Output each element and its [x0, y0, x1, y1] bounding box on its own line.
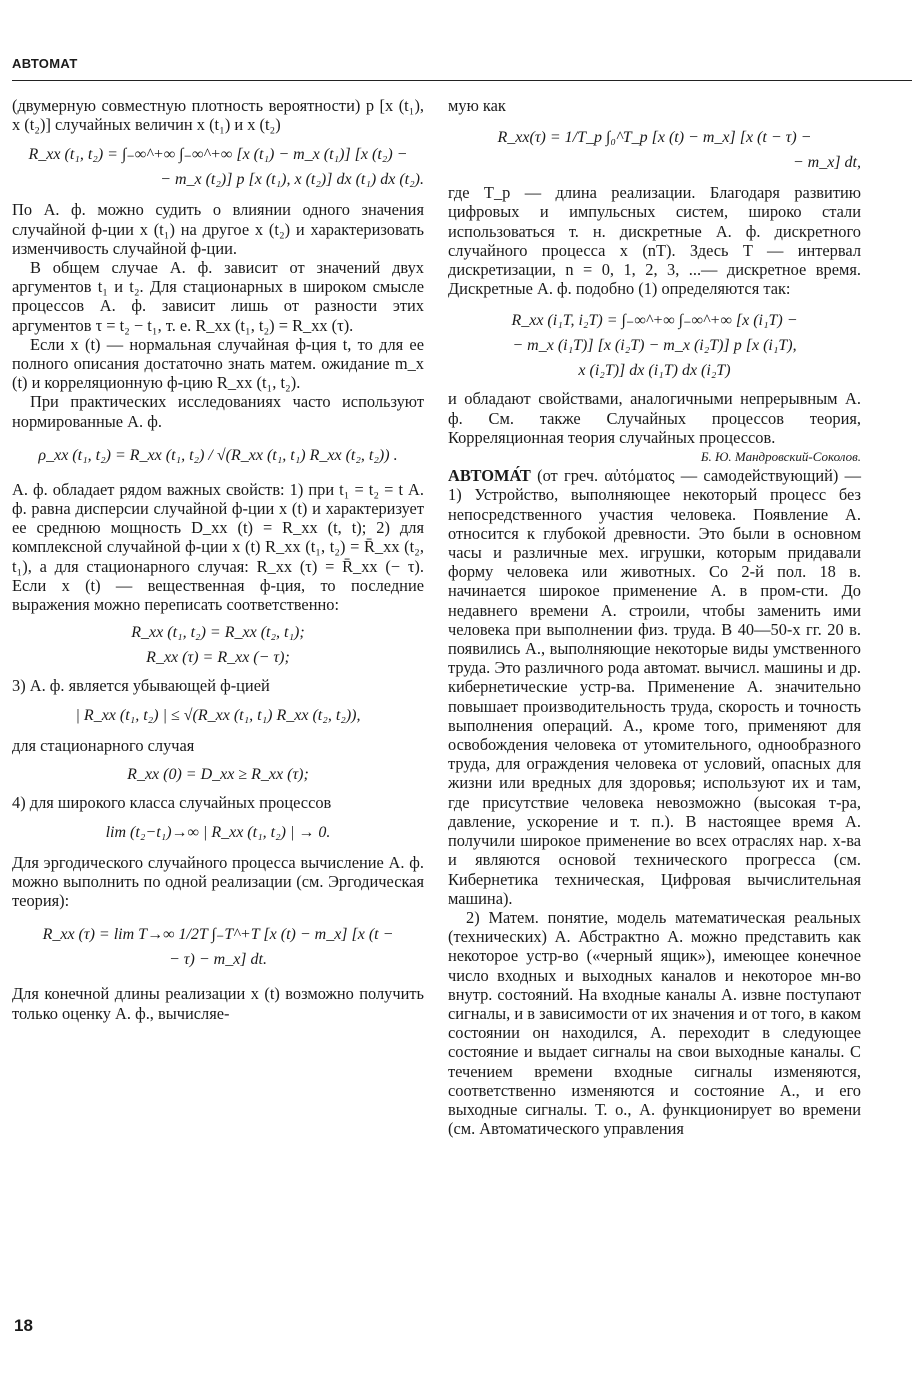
formula: R_xx (i₁T, i₂T) = ∫₋∞^+∞ ∫₋∞^+∞ [x (i₁T) − [511, 312, 798, 330]
formula: − m_x (t₂)] p [x (t₁), x (t₂)] dx (t₁) dx (t₂). [160, 171, 424, 189]
formula: R_xx(τ) = 1/T_p ∫₀^T_p [x (t) − m_x] [x (t − τ) − [497, 129, 812, 147]
paragraph: где T_p — длина реализации. Благодаря развитию цифровых и импульсных систем, широко стали использоваться т. н. дискретные А. ф. дискретного случайного процесса x (nT). Здесь T — интервал дискретизации, n = 0, 1, 2, 3, ...— дискретное время. Дискретные А. ф. подобно (1) определяются так: [448, 183, 861, 299]
formula: R_xx (0) = D_xx ≥ R_xx (τ); [127, 765, 309, 783]
formula: R_xx (t₁, t₂) = R_xx (t₂, t₁); [131, 624, 305, 642]
right-column [448, 96, 861, 1138]
paragraph: 2) Матем. понятие, модель математическая реальных (технических) А. Абстрактно А. можно представить как некоторое устр-во («черный ящик»), имеющее конечное число входных и выходных каналов и некоторое мн-во внутр. состояний. На входные каналы А. извне поступают сигналы, и в зависимости от их значения и от того, в каком состоянии он находился, А. переходит в следующее состояние и выдает сигналы на свои выходные каналы. С течением времени входные сигналы изменяются, соответственно изменяются и состояние А., и его выходные сигналы. Т. о., А. функционирует во времени (см. Автоматического управления [448, 907, 861, 1139]
running-header: АВТОМАТ [12, 56, 78, 71]
formula: − m_x (i₁T)] [x (i₂T) − m_x (i₂T)] p [x (i₁T), [512, 337, 797, 355]
paragraph: По А. ф. можно судить о влиянии одного значения случайной ф-ции x (t₁) на другое x (t₂) и характеризовать изменчивость случайной ф-ции. [12, 200, 424, 258]
formula: − m_x] dt, [792, 154, 861, 172]
formula: R_xx (t₁, t₂) = ∫₋∞^+∞ ∫₋∞^+∞ [x (t₁) − m_x (t₁)] [x (t₂) − [28, 146, 408, 164]
formula: lim (t₂−t₁)→∞ | R_xx (t₁, t₂) | → 0. [105, 823, 331, 841]
paragraph: А. ф. обладает рядом важных свойств: 1) при t₁ = t₂ = t А. ф. равна дисперсии случайной ф-ции x (t) и характеризует ее среднюю мощность D_xx (t) = R_xx (t, t); 2) для комплексной случайной ф-ции x (t) R_xx (t₁, t₂) = R̄_xx (t₂, t₁), а для стационарного случая: R_xx (τ) = R̄_xx (− τ). Если x (t) — вещественная ф-ция, то последние выражения можно переписать соответственно: [12, 479, 424, 615]
paragraph: (двумерную совместную плотность вероятности) p [x (t₁), x (t₂)] случайных величин x (t₁) и x (t₂) [12, 96, 424, 135]
formula: ρ_xx (t₁, t₂) = R_xx (t₁, t₂) / √(R_xx (t₁, t₁) R_xx (t₂, t₂)) . [38, 446, 398, 464]
entry-headword: АВТОМА́Т [448, 466, 531, 486]
left-column [12, 96, 424, 1023]
paragraph: В общем случае А. ф. зависит от значений двух аргументов t₁ и t₂. Для стационарных в широком смысле процессов А. ф. зависит лишь от разности этих аргументов τ = t₂ − t₁, т. е. R_xx (t₁, t₂) = R_xx (τ). [12, 258, 424, 335]
formula: x (i₂T)] dx (i₁T) dx (i₂T) [578, 362, 731, 380]
formula: R_xx (τ) = lim T→∞ 1/2T ∫₋T^+T [x (t) − m_x] [x (t − [42, 926, 394, 944]
formula: − τ) − m_x] dt. [169, 951, 267, 969]
header-rule [12, 80, 912, 81]
paragraph: для стационарного случая [12, 736, 195, 756]
paragraph: Для эргодического случайного процесса вычисление А. ф. можно выполнить по одной реализации (см. Эргодическая теория): [12, 852, 424, 911]
paragraph: и обладают свойствами, аналогичными непрерывным А. ф. См. также Случайных процессов теория, Корреляционная теория случайных процессов. [448, 389, 861, 447]
paragraph: мую как [448, 96, 506, 115]
formula: | R_xx (t₁, t₂) | ≤ √(R_xx (t₁, t₁) R_xx (t₂, t₂)), [75, 707, 361, 725]
paragraph: Для конечной длины реализации x (t) возможно получить только оценку А. ф., вычисляе- [12, 984, 424, 1023]
paragraph: Если x (t) — нормальная случайная ф-ция t, то для ее полного описания достаточно знать матем. ожидание m_x (t) и корреляционную ф-цию R_xx (t₁, t₂). [12, 334, 424, 393]
paragraph: При практических исследованиях часто используют нормированные А. ф. [12, 392, 424, 431]
paragraph: 4) для широкого класса случайных процессов [12, 792, 332, 812]
author-signature: Б. Ю. Мандровский-Соколов. [700, 449, 861, 465]
paragraph: 3) А. ф. является убывающей ф-цией [12, 676, 270, 696]
page-number: 18 [14, 1316, 33, 1335]
formula: R_xx (τ) = R_xx (− τ); [146, 649, 290, 667]
entry-text: (от греч. αὐτόματος — самодействующий) — 1) Устройство, выполняющее некоторый процесс без непосредственного участия человека. Появление А. относится к глубокой древности. Это были в основном часы и различные мех. игрушки, которым придавали форму человека или животных. Со 2-й пол. 18 в. начинается широкое применение А. в пром-сти. До недавнего времени А. строили, чтобы заменить ими человека при выполнении физ. труда. В 40—50-х гг. 20 в. появились А., выполняющие некоторые виды умственного труда. Это различного рода автомат. вычисл. машины и др. кибернетические устр-ва. Применение А. значительно повышает производительность труда, скорость и точность выполнения операций. А., кроме того, применяют для освобождения человека от утомительного, однообразного труда, для ограждения человека от условий, опасных для жизни или вредных для здоровья; используют их и там, где присутствие человека невозможно (высокая т-ра, давление, ускорение и т. п.). В настоящее время А. получили широкое применение во всех отраслях нар. х-ва и являются основой технического прогресса (см. Кибернетика техническая, Цифровая вычислительная машина). [448, 466, 861, 908]
